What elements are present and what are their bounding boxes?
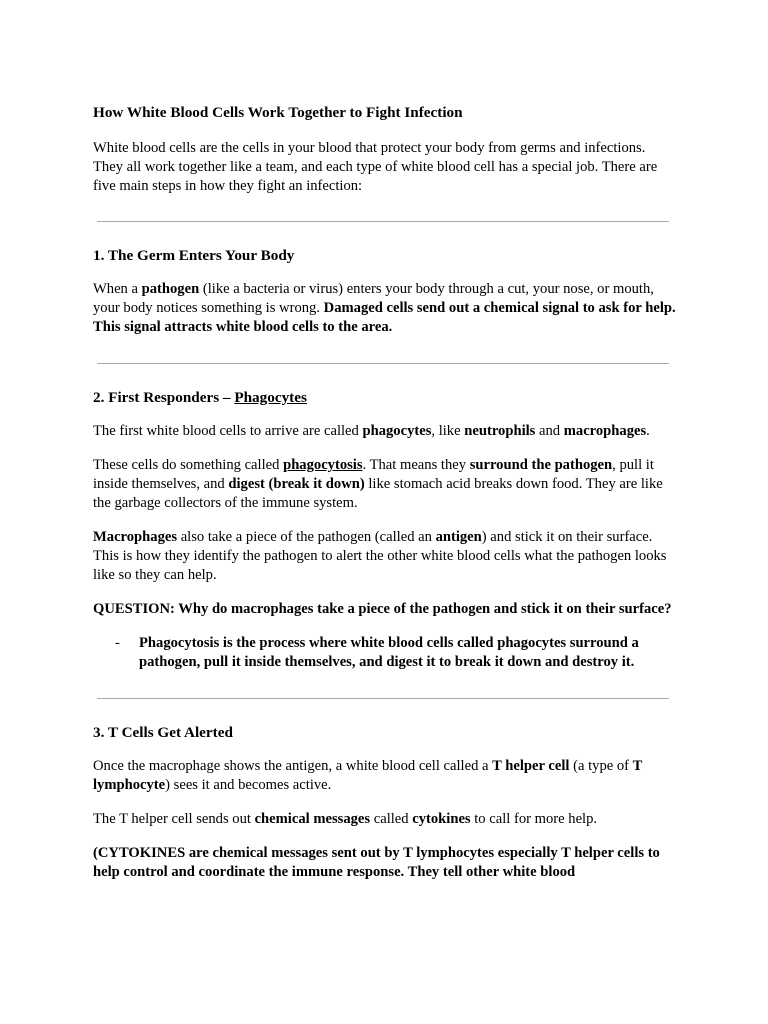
section3-paragraph-2: The T helper cell sends out chemical messages called cytokines to call for more help. [93, 811, 598, 827]
answer-list-item [93, 634, 678, 672]
section2-paragraph-2: These cells do something called phagocytosis. That means they surround the pathogen, pull it inside themselves, and digest (break it down) like stomach acid breaks down food. They are like the garbage collectors of the immune system. [93, 457, 663, 511]
section-divider [97, 698, 669, 699]
answer-text: Phagocytosis is the process where white blood cells called phagocytes surround a pathogen, pull it inside themselves, and digest it to break it down and destroy it. [139, 635, 639, 670]
question-text: QUESTION: Why do macrophages take a piece of the pathogen and stick it on their surface? [93, 601, 672, 617]
section3-paragraph-1: Once the macrophage shows the antigen, a white blood cell called a T helper cell (a type of T lymphocyte) sees it and becomes active. [93, 758, 643, 793]
document-title: How White Blood Cells Work Together to Fight Infection [93, 104, 463, 121]
document-content [93, 103, 678, 882]
section3-paragraph-3: (CYTOKINES are chemical messages sent out by T lymphocytes especially T helper cells to help control and coordinate the immune response. They tell other white blood [93, 845, 660, 880]
section2-heading: 2. First Responders – Phagocytes [93, 389, 307, 406]
section1-paragraph: When a pathogen (like a bacteria or virus) enters your body through a cut, your nose, or mouth, your body notices something is wrong. Damaged cells send out a chemical signal to ask for help. This signal attracts white blood cells to the area. [93, 281, 676, 335]
intro-paragraph: White blood cells are the cells in your blood that protect your body from germs and infections. They all work together like a team, and each type of white blood cell has a special job. There are five main steps in how they fight an infection: [93, 140, 658, 194]
dash-bullet: - [115, 635, 120, 651]
section-divider [97, 363, 669, 364]
section1-heading: 1. The Germ Enters Your Body [93, 247, 295, 264]
section-divider [97, 221, 669, 222]
section2-paragraph-3: Macrophages also take a piece of the pathogen (called an antigen) and stick it on their surface. This is how they identify the pathogen to alert the other white blood cells what the pathogen looks like so they can help. [93, 529, 667, 583]
section3-heading: 3. T Cells Get Alerted [93, 724, 233, 741]
section2-paragraph-1: The first white blood cells to arrive are called phagocytes, like neutrophils and macrophages. [93, 423, 650, 439]
